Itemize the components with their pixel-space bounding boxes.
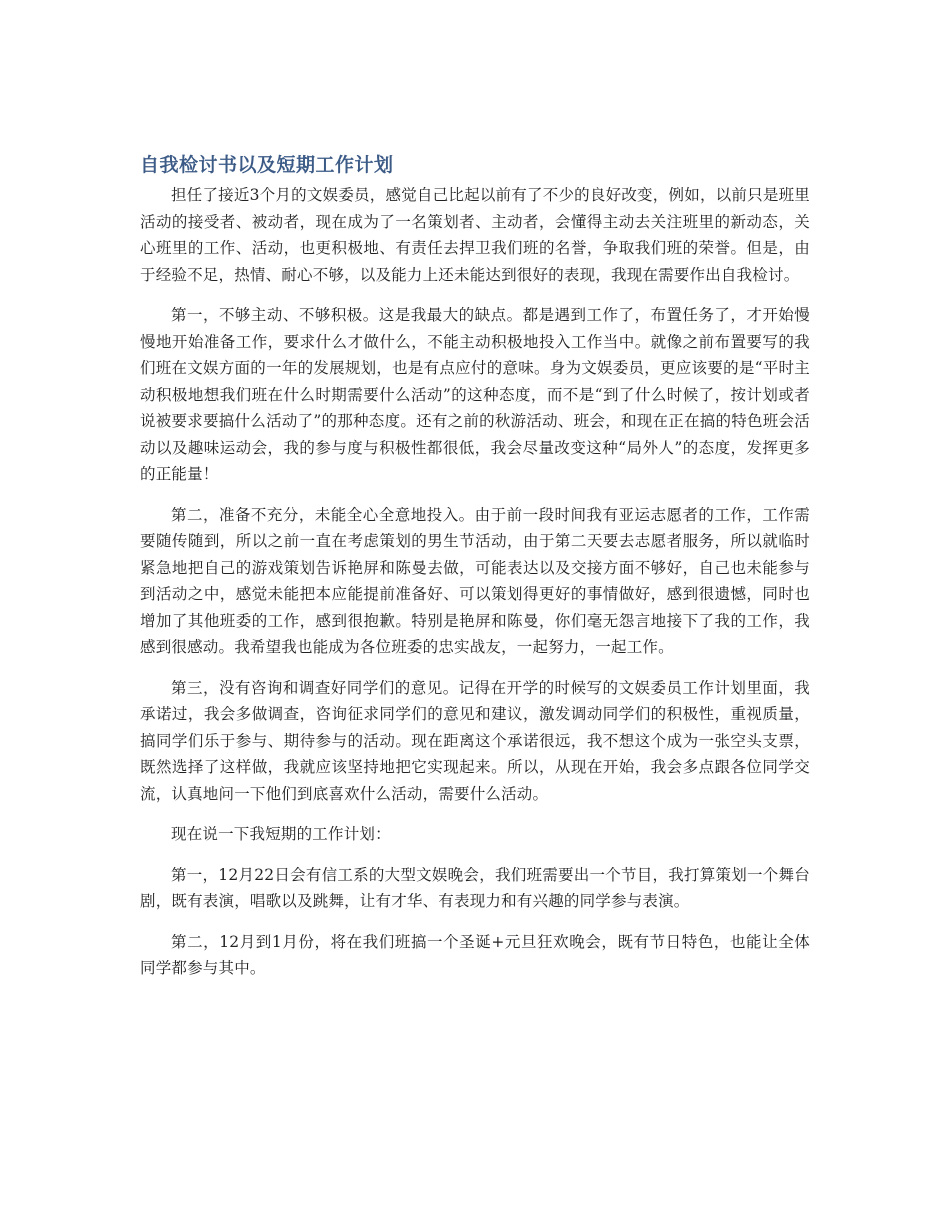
document-title: 自我检讨书以及短期工作计划 bbox=[140, 154, 394, 176]
paragraph-plan-intro: 现在说一下我短期的工作计划： bbox=[171, 825, 391, 843]
document-page bbox=[140, 150, 810, 996]
paragraph-plan-2: 第二，12月到1月份，将在我们班搞一个圣诞+元旦狂欢晚会，既有节日特色，也能让全体同学都参与其中。 bbox=[140, 932, 810, 977]
paragraph-point-3: 第三，没有咨询和调查好同学们的意见。记得在开学的时候写的文娱委员工作计划里面，我承诺过，我会多做调查，咨询征求同学们的意见和建议，激发调动同学们的积极性，重视质量，搞同学们乐于参与、期待参与的活动。现在距离这个承诺很远，我不想这个成为一张空头支票，既然选择了这样做，我就应该坚持地把它实现起来。所以，从现在开始，我会多点跟各位同学交流，认真地问一下他们到底喜欢什么活动，需要什么活动。 bbox=[140, 678, 810, 803]
paragraph-point-1: 第一，不够主动、不够积极。这是我最大的缺点。都是遇到工作了，布置任务了，才开始慢慢地开始准备工作，要求什么才做什么，不能主动积极地投入工作当中。就像之前布置要写的我们班在文娱方面的一年的发展规划，也是有点应付的意味。身为文娱委员，更应该要的是“平时主动积极地想我们班在什么时期需要什么活动”的这种态度，而不是“到了什么时候了，按计划或者说被要求要搞什么活动了”的那种态度。还有之前的秋游活动、班会，和现在正在搞的特色班会活动以及趣味运动会，我的参与度与积极性都很低，我会尽量改变这种“局外人”的态度，发挥更多的正能量！ bbox=[140, 306, 810, 483]
paragraph-point-2: 第二，准备不充分，未能全心全意地投入。由于前一段时间我有亚运志愿者的工作，工作需要随传随到，所以之前一直在考虑策划的男生节活动，由于第二天要去志愿者服务，所以就临时紧急地把自己的游戏策划告诉艳屏和陈曼去做，可能表达以及交接方面不够好，自己也未能参与到活动之中，感觉未能把本应能提前准备好、可以策划得更好的事情做好，感到很遗憾，同时也增加了其他班委的工作，感到很抱歉。特别是艳屏和陈曼，你们毫无怨言地接下了我的工作，我感到很感动。我希望我也能成为各位班委的忠实战友，一起努力，一起工作。 bbox=[140, 505, 810, 656]
paragraph-intro: 担任了接近3个月的文娱委员，感觉自己比起以前有了不少的良好改变，例如，以前只是班里活动的接受者、被动者，现在成为了一名策划者、主动者，会懂得主动去关注班里的新动态，关心班里的工作、活动，也更积极地、有责任去捍卫我们班的名誉，争取我们班的荣誉。但是，由于经验不足，热情、耐心不够，以及能力上还未能达到很好的表现，我现在需要作出自我检讨。 bbox=[140, 186, 810, 284]
paragraph-plan-1: 第一，12月22日会有信工系的大型文娱晚会，我们班需要出一个节目，我打算策划一个舞台剧，既有表演，唱歌以及跳舞，让有才华、有表现力和有兴趣的同学参与表演。 bbox=[140, 865, 810, 910]
